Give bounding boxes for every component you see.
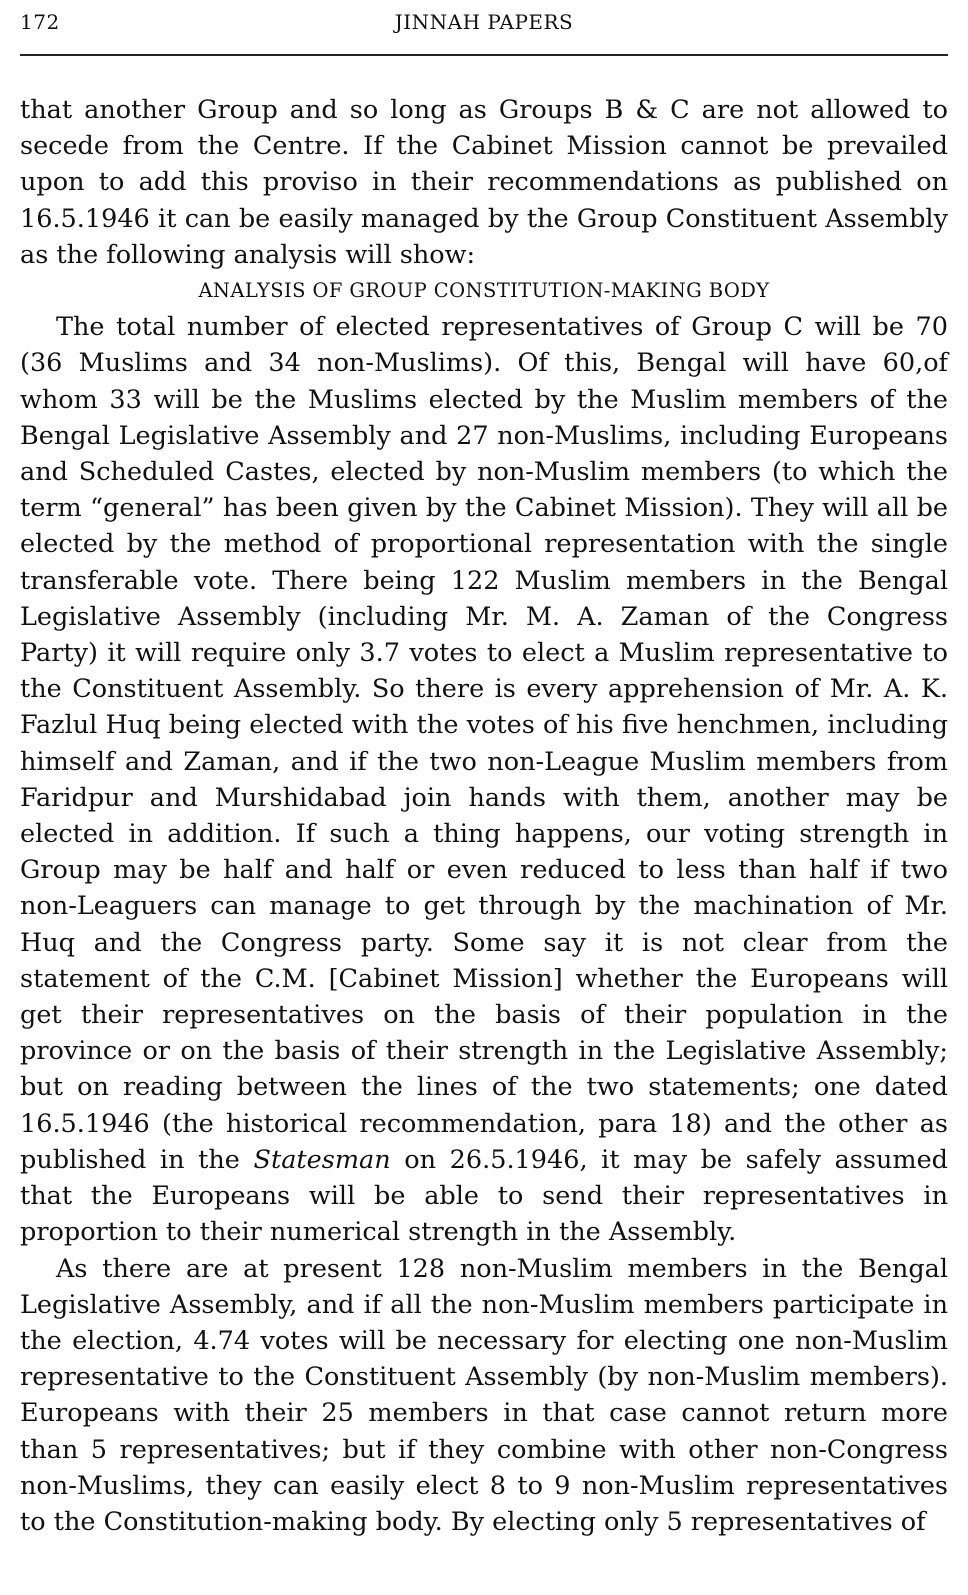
newspaper-title: Statesman bbox=[253, 1144, 391, 1175]
paragraph-2-text: The total number of elected representatives of Group C will be 70 (36 Muslims and 34 non-Muslims). Of this, Bengal will have 60,of whom 33 will be the Muslims elected by the Muslim members of the Bengal Legislative Assembly and 27 non-Muslims, including Europeans and Scheduled Castes, elected by non-Muslim members (to which the term “general” has been given by the Cabinet Mission). They will all be elected by the method of proportional representation with the single transferable vote. There being 122 Muslim members in the Bengal Legislative Assembly (including Mr. M. A. Zaman of the Congress Party) it will require only 3.7 votes to elect a Muslim representative to the Constituent Assembly. So there is every apprehension of Mr. A. K. Fazlul Huq being elected with the votes of his five henchmen, including himself and Zaman, and if the two non-League Muslim members from Faridpur and Murshidabad join hands with them, another may be elected in addition. If such a thing happens, our voting strength in Group may be half and half or even reduced to less than half if two non-Leaguers can manage to get through by the machination of Mr. Huq and the Congress party. Some say it is not clear from the statement of the C.M. [Cabinet Mission] whether the Europeans will get their representatives on the basis of their population in the province or on the basis of their strength in the Legislative Assembly; but on reading between the lines of the two statements; one dated 16.5.1946 (the historical recommendation, para 18) and the other as published in the bbox=[20, 312, 948, 1175]
header-rule bbox=[20, 54, 948, 56]
page-body bbox=[20, 92, 948, 1540]
running-title: JINNAH PAPERS bbox=[394, 10, 574, 34]
paragraph-1: that another Group and so long as Groups B & C are not allowed to secede from the Centre. If the Cabinet Mission cannot be prevailed upon to add this proviso in their recommendations as published on 16.5.1946 it can be easily managed by the Group Constituent Assembly as the following analysis will show: bbox=[20, 95, 948, 270]
section-heading: ANALYSIS OF GROUP CONSTITUTION-MAKING BODY bbox=[198, 279, 770, 303]
page-header bbox=[20, 10, 948, 44]
page-number: 172 bbox=[20, 10, 60, 34]
paragraph-2-end: on 26.5.1946, it may be safely assumed that the Europeans will be able to send their representatives in proportion to their numerical strength in the Assembly. bbox=[20, 1144, 949, 1248]
paragraph-3: As there are at present 128 non-Muslim members in the Bengal Legislative Assembly, and if all the non-Muslim members participate in the election, 4.74 votes will be necessary for electing one non-Muslim representative to the Constituent Assembly (by non-Muslim members). Europeans with their 25 members in that case cannot return more than 5 representatives; but if they combine with other non-Congress non-Muslims, they can easily elect 8 to 9 non-Muslim representatives to the Constitution-making body. By electing only 5 representatives of bbox=[20, 1253, 948, 1537]
paragraph-2 bbox=[20, 309, 948, 1250]
